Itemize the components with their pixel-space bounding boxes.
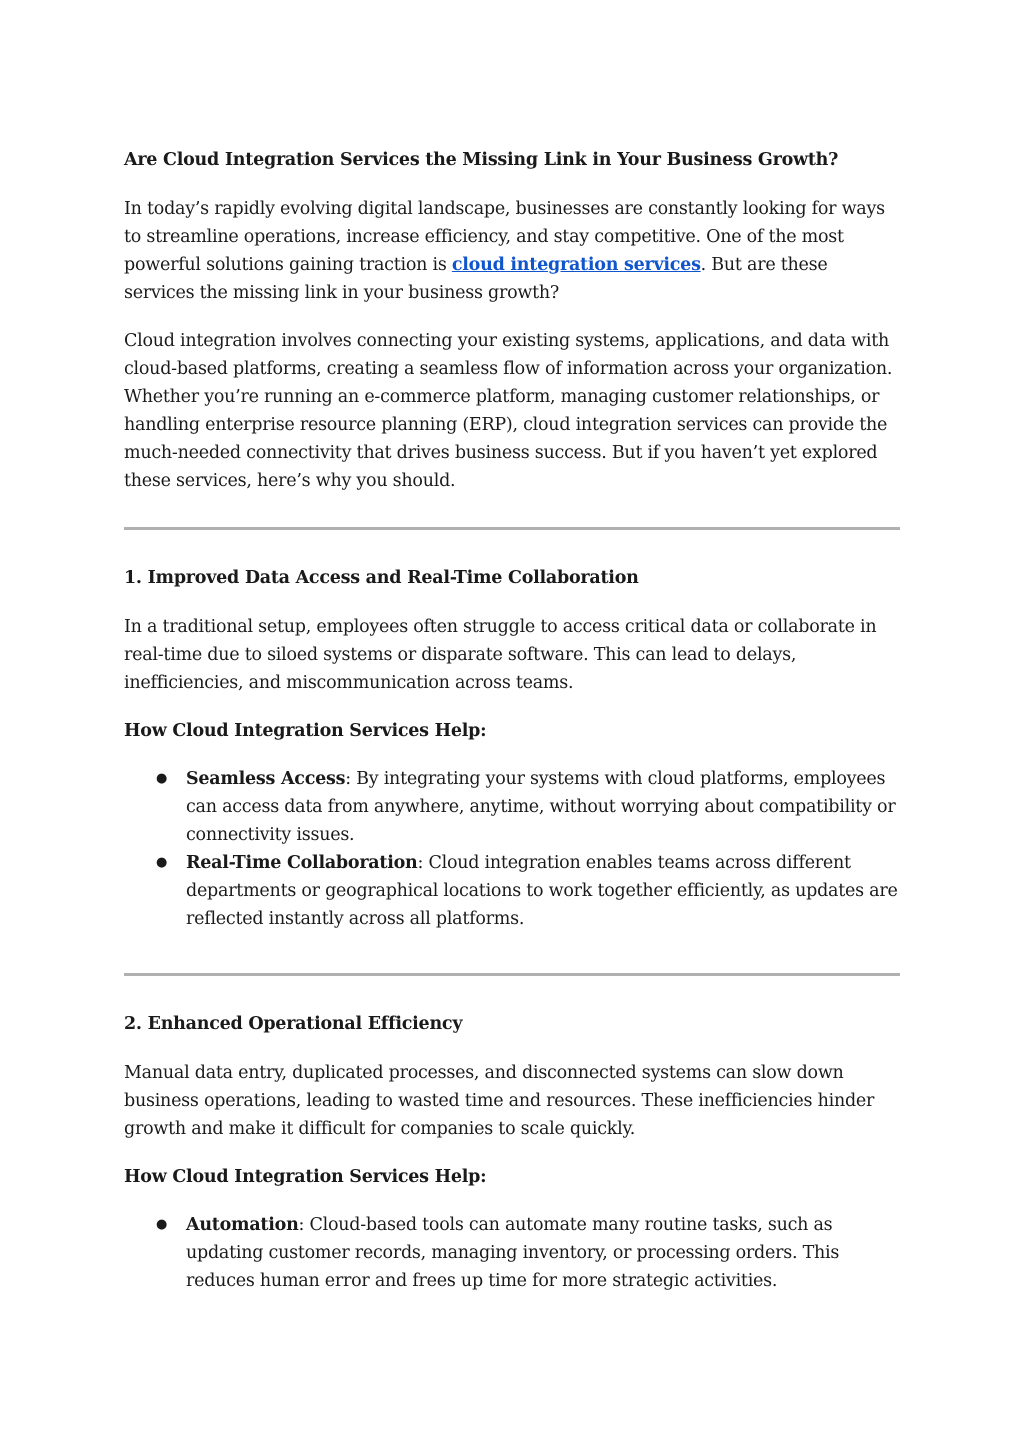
document-title: Are Cloud Integration Services the Missing Link in Your Business Growth?: [124, 150, 839, 170]
section1-subheading: How Cloud Integration Services Help:: [124, 721, 487, 741]
section2-heading: 2. Enhanced Operational Efficiency: [124, 1014, 463, 1034]
section1-heading: 1. Improved Data Access and Real-Time Collaboration: [124, 568, 639, 588]
bullet-term: Seamless Access: [186, 769, 346, 789]
bullet-icon: ●: [156, 1217, 168, 1232]
section-divider-1: [124, 527, 900, 530]
intro-text-before-link: In today’s rapidly evolving digital landscape, businesses are constantly looking for ways to streamline operations, increase efficiency, and stay competitive. One of the most powerful solutions gaining traction is: [124, 199, 885, 275]
bullet-icon: ●: [156, 771, 168, 786]
cloud-integration-services-link[interactable]: cloud integration services: [451, 255, 701, 275]
section-divider-2: [124, 973, 900, 976]
bullet-term: Automation: [186, 1215, 299, 1235]
intro-paragraph: [124, 195, 900, 307]
section1-bullet-list: [124, 765, 900, 933]
list-item: [156, 1211, 900, 1295]
list-item: [156, 765, 900, 849]
section1-body: In a traditional setup, employees often struggle to access critical data or collaborate in real-time due to siloed systems or disparate software. This can lead to delays, inefficiencies, and miscommunication across teams.: [124, 617, 877, 693]
section2-bullet-list: [124, 1211, 900, 1295]
bullet-term: Real-Time Collaboration: [186, 853, 418, 873]
section2-subheading: How Cloud Integration Services Help:: [124, 1167, 487, 1187]
bullet-text: : By integrating your systems with cloud platforms, employees can access data from anywhere, anytime, without worrying about compatibility or connectivity issues.: [186, 769, 896, 845]
bullet-icon: ●: [156, 855, 168, 870]
document-page: [124, 146, 900, 1295]
bullet-text: : Cloud-based tools can automate many routine tasks, such as updating customer records, managing inventory, or processing orders. This reduces human error and frees up time for more strategic activities.: [186, 1215, 840, 1291]
overview-paragraph: Cloud integration involves connecting your existing systems, applications, and data with cloud-based platforms, creating a seamless flow of information across your organization. Whether you’re running an e-commerce platform, managing customer relationships, or handling enterprise resource planning (ERP), cloud integration services can provide the much-needed connectivity that drives business success. But if you haven’t yet explored these services, here’s why you should.: [124, 331, 893, 491]
intro-text-after-link: . But are these services the missing link in your business growth?: [124, 255, 828, 303]
list-item: [156, 849, 900, 933]
bullet-text: : Cloud integration enables teams across different departments or geographical locations to work together efficiently, as updates are reflected instantly across all platforms.: [186, 853, 898, 929]
section2-body: Manual data entry, duplicated processes, and disconnected systems can slow down business operations, leading to wasted time and resources. These inefficiencies hinder growth and make it difficult for companies to scale quickly.: [124, 1063, 875, 1139]
